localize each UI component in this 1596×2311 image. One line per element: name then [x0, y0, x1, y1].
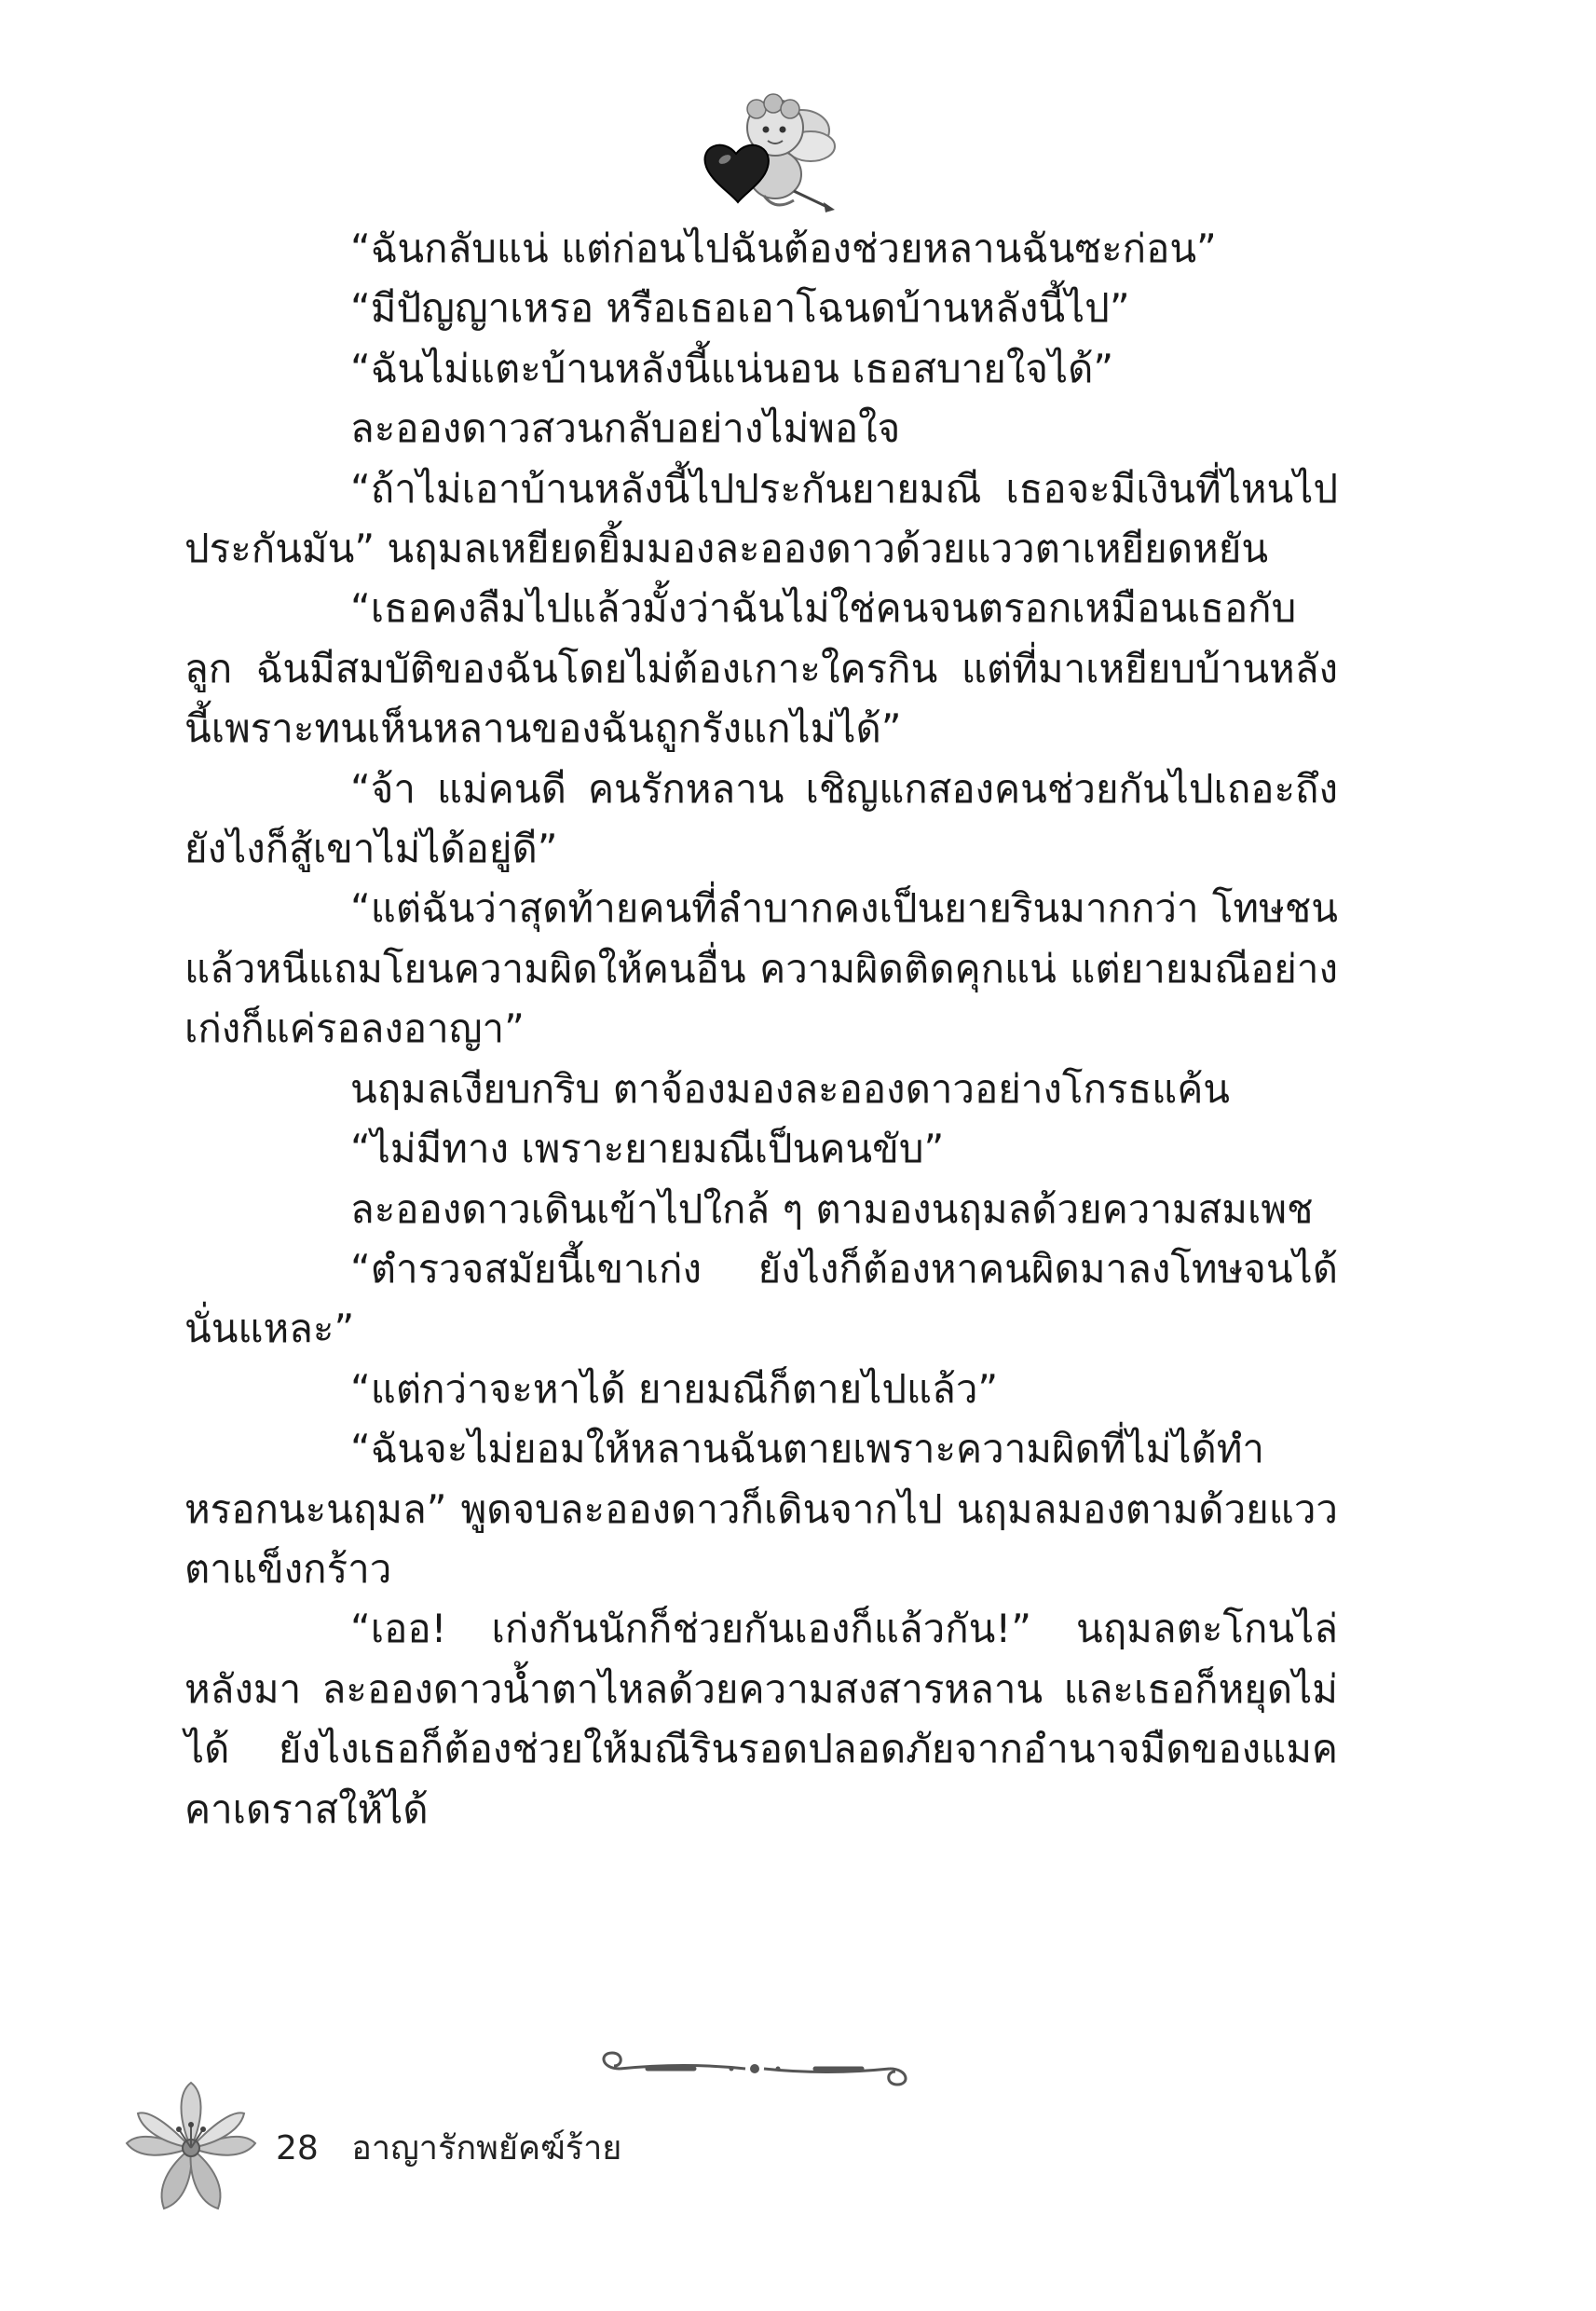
paragraph: “มีปัญญาเหรอ หรือเธอเอาโฉนดบ้านหลังนี้ไป” [350, 285, 1130, 332]
paragraph: “ฉันกลับแน่ แต่ก่อนไปฉันต้องช่วยหลานฉันซะก่อน” [350, 226, 1217, 271]
paragraph: “ตำรวจสมัยนี้เขาเก่ง ยังไงก็ต้องหาคนผิดมาลงโทษจนได้นั่นแหละ” [184, 1245, 1338, 1352]
paragraph: “ถ้าไม่เอาบ้านหลังนี้ไปประกันยายมณี เธอจะมีเงินที่ไหนไปประกันมัน” นฤมลเหยียดยิ้มมองละอองดาวด้วยแววตาเหยียดหยัน [184, 465, 1338, 572]
paragraph: “ฉันไม่แตะบ้านหลังนี้แน่นอน เธอสบายใจได้” [350, 345, 1114, 391]
lily-flower-icon [121, 2078, 261, 2218]
cupid-heart-ornament [689, 89, 848, 214]
scroll-divider-ornament [592, 2045, 918, 2092]
paragraph: นฤมลเงียบกริบ ตาจ้องมองละอองดาวอย่างโกรธแค้น [350, 1065, 1230, 1112]
paragraph: “ไม่มีทาง เพราะยายมณีเป็นคนขับ” [350, 1126, 945, 1172]
paragraph: “เออ! เก่งกันนักก็ช่วยกันเองก็แล้วกัน!” นฤมลตะโกนไล่หลังมา ละอองดาวน้ำตาไหลด้วยความสงสารหลาน และเธอก็หยุดไม่ได้ ยังไงเธอก็ต้องช่วยให้มณีรินรอดปลอดภัยจากอำนาจมืดของแมคคาเดราสให้ได้ [184, 1606, 1338, 1832]
paragraph: “แต่ฉันว่าสุดท้ายคนที่ลำบากคงเป็นยายรินมากกว่า โทษชนแล้วหนีแถมโยนความผิดให้คนอื่น ความผิดติดคุกแน่ แต่ยายมณีอย่างเก่งก็แค่รอลงอาญา” [184, 885, 1338, 1052]
page-footer [276, 2126, 621, 2171]
book-title: อาญารักพยัคฆ์ร้าย [351, 2129, 622, 2167]
paragraph: “เธอคงลืมไปแล้วมั้งว่าฉันไม่ใช่คนจนตรอกเหมือนเธอกับลูก ฉันมีสมบัติของฉันโดยไม่ต้องเกาะใครกิน แต่ที่มาเหยียบบ้านหลังนี้เพราะทนเห็นหลานของฉันถูกรังแกไม่ได้” [184, 585, 1338, 752]
page-number: 28 [276, 2129, 319, 2167]
paragraph: “จ้า แม่คนดี คนรักหลาน เชิญแกสองคนช่วยกันไปเถอะถึงยังไงก็สู้เขาไม่ได้อยู่ดี” [184, 765, 1338, 872]
paragraph: ละอองดาวเดินเข้าไปใกล้ ๆ ตามองนฤมลด้วยความสมเพช [350, 1185, 1314, 1232]
paragraph: “แต่กว่าจะหาได้ ยายมณีก็ตายไปแล้ว” [350, 1365, 999, 1412]
paragraph: ละอองดาวสวนกลับอย่างไม่พอใจ [350, 405, 901, 452]
paragraph: “ฉันจะไม่ยอมให้หลานฉันตายเพราะความผิดที่ไม่ได้ทำหรอกนะนฤมล” พูดจบละอองดาวก็เดินจากไป นฤมลมองตามด้วยแววตาแข็งกร้าว [184, 1426, 1338, 1592]
chapter-text [184, 219, 1338, 1839]
